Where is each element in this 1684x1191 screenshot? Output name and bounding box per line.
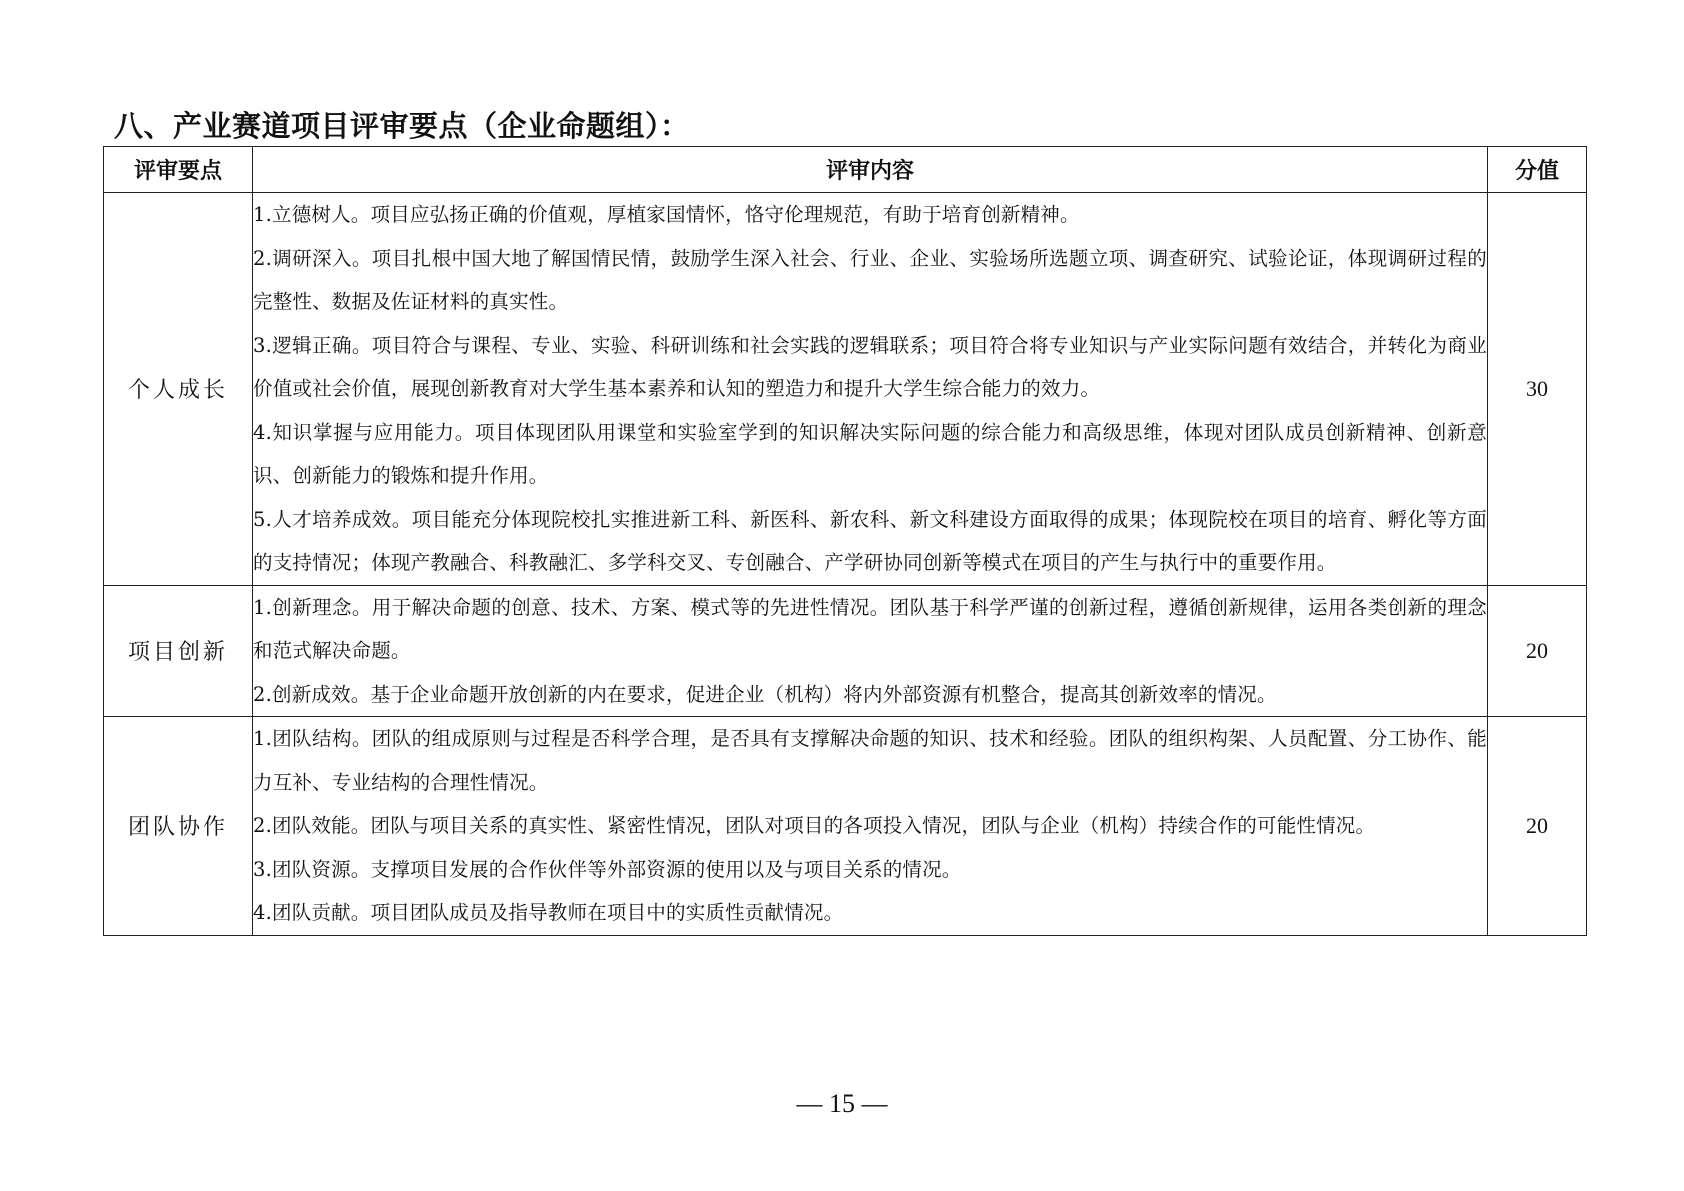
review-point-cell: 个人成长: [104, 193, 253, 586]
criterion-item: 5.人才培养成效。项目能充分体现院校扎实推进新工科、新医科、新农科、新文科建设方面取得的成果；体现院校在项目的培育、孵化等方面的支持情况；体现产教融合、科教融汇、多学科交叉、专创融合、产学研协同创新等模式在项目的产生与执行中的重要作用。: [253, 507, 1487, 574]
criterion-item: 2.团队效能。团队与项目关系的真实性、紧密性情况，团队对项目的各项投入情况，团队与企业（机构）持续合作的可能性情况。: [253, 814, 1376, 837]
table-row-project-innovation: [104, 585, 1587, 717]
criterion-item: 3.团队资源。支撑项目发展的合作伙伴等外部资源的使用以及与项目关系的情况。: [253, 857, 962, 881]
table-row-personal-growth: [104, 193, 1587, 586]
review-point-cell: 项目创新: [104, 585, 253, 717]
review-point-cell: 团队协作: [104, 717, 253, 936]
criterion-item: 4.团队贡献。项目团队成员及指导教师在项目中的实质性贡献情况。: [253, 901, 844, 924]
score-cell: 30: [1488, 193, 1587, 586]
review-content-cell: [253, 193, 1488, 586]
table-row-team-collaboration: [104, 717, 1587, 936]
criterion-item: 1.创新理念。用于解决命题的创意、技术、方案、模式等的先进性情况。团队基于科学严谨的创新过程，遵循创新规律，运用各类创新的理念和范式解决命题。: [253, 595, 1487, 662]
criterion-item: 2.调研深入。项目扎根中国大地了解国情民情，鼓励学生深入社会、行业、企业、实验场所选题立项、调查研究、试验论证，体现调研过程的完整性、数据及佐证材料的真实性。: [253, 246, 1487, 313]
header-review-point: 评审要点: [104, 147, 253, 193]
criterion-item: 4.知识掌握与应用能力。项目体现团队用课堂和实验室学到的知识解决实际问题的综合能力和高级思维，体现对团队成员创新精神、创新意识、创新能力的锻炼和提升作用。: [253, 420, 1487, 487]
page-title: 八、产业赛道项目评审要点（企业命题组）：: [114, 109, 690, 143]
review-content-cell: [253, 717, 1488, 936]
score-cell: 20: [1488, 717, 1587, 936]
page-number: — 15 —: [796, 1089, 888, 1118]
criterion-item: 1.团队结构。团队的组成原则与过程是否科学合理，是否具有支撑解决命题的知识、技术和经验。团队的组织构架、人员配置、分工协作、能力互补、专业结构的合理性情况。: [253, 727, 1487, 794]
review-criteria-table: [103, 146, 1587, 936]
header-review-content: 评审内容: [253, 147, 1488, 193]
criterion-item: 1.立德树人。项目应弘扬正确的价值观，厚植家国情怀，恪守伦理规范，有助于培育创新精神。: [253, 203, 1080, 226]
criterion-item: 3.逻辑正确。项目符合与课程、专业、实验、科研训练和社会实践的逻辑联系；项目符合将专业知识与产业实际问题有效结合，并转化为商业价值或社会价值，展现创新教育对大学生基本素养和认知的塑造力和提升大学生综合能力的效力。: [253, 333, 1487, 400]
header-score: 分值: [1488, 147, 1587, 193]
review-content-cell: [253, 585, 1488, 717]
score-cell: 20: [1488, 585, 1587, 717]
criterion-item: 2.创新成效。基于企业命题开放创新的内在要求，促进企业（机构）将内外部资源有机整合，提高其创新效率的情况。: [253, 682, 1277, 706]
table-header-row: [104, 147, 1587, 193]
